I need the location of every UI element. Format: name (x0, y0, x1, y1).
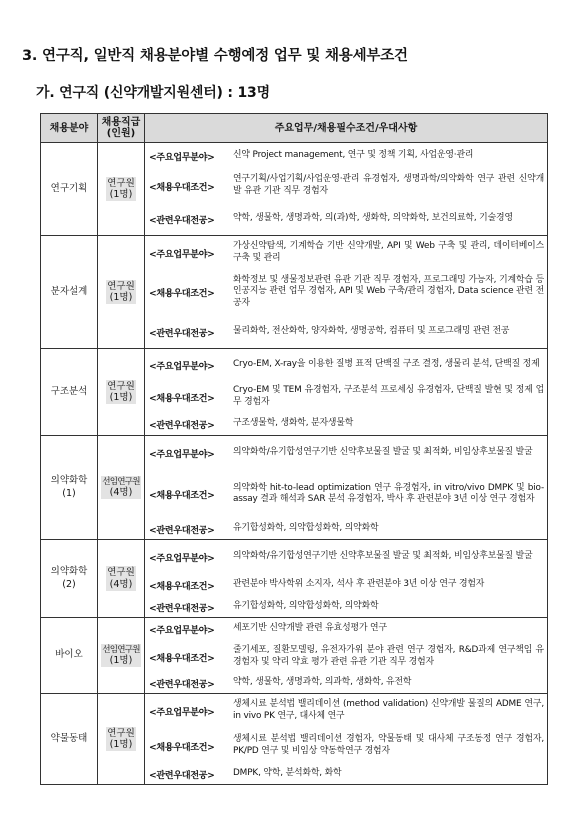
rank-badge (106, 566, 136, 591)
majors-line (145, 673, 547, 693)
conditions-label: <채용우대조건> (149, 490, 215, 501)
table-row (41, 618, 548, 694)
rank-badge (106, 380, 136, 405)
header-rank (98, 114, 145, 143)
recruitment-table (40, 113, 548, 785)
rank-title: 연구원 (107, 177, 135, 189)
rank-count: (4명) (109, 486, 133, 498)
table-row (41, 436, 548, 540)
table-header-row (41, 114, 548, 143)
table-row (41, 349, 548, 436)
field-number: (1) (62, 487, 76, 499)
rank-badge (101, 476, 141, 500)
duties-line (145, 540, 547, 573)
rank-cell (98, 540, 145, 618)
conditions-line (145, 169, 547, 202)
duties-line (145, 436, 547, 469)
field-cell (41, 618, 98, 694)
majors-text: 구조생물학, 생화학, 분자생물학 (233, 418, 354, 429)
field-number: (2) (62, 578, 76, 590)
duties-line (145, 349, 547, 380)
duties-label: <주요업무분야> (149, 248, 215, 260)
duties-label: <주요업무분야> (149, 152, 215, 163)
duties-text: 가상신약탐색, 기계학습 기반 신약개발, API 및 Web 구축 및 관리, 데이터베이스 구축 및 관리 (233, 241, 544, 263)
majors-text: 유기합성화학, 의약합성화학, 의약화학 (233, 601, 379, 612)
majors-line (145, 202, 547, 235)
duties-line (145, 618, 547, 640)
conditions-line (145, 380, 547, 413)
rank-cell (98, 436, 145, 540)
conditions-text: 줄기세포, 질환모델링, 유전자가위 분야 관련 연구 경험자, R&D과제 연구책임 유경험자 및 약리 약효 평가 관련 유관 기관 직무 경험자 (233, 645, 544, 667)
rank-cell (98, 236, 145, 349)
majors-line (145, 597, 547, 617)
conditions-text: 연구기획/사업기획/사업운영·관리 유경험자, 생명과학/의약화학 연구 관련 신약개발 유관 기관 직무 경험자 (233, 174, 544, 196)
subsection-heading: 가. 연구직 (신약개발지원센터) : 13명 (36, 85, 270, 101)
duties-label: <주요업무분야> (149, 360, 215, 372)
duties-line (145, 694, 547, 727)
detail-cell (145, 143, 548, 236)
table-row (41, 694, 548, 785)
field-cell (41, 349, 98, 436)
duties-text: 의약화학/유기합성연구기반 신약후보물질 발굴 및 최적화, 비임상후보물질 발굴 (233, 446, 533, 457)
rank-title: 선임연구원 (102, 644, 140, 655)
duties-line (145, 236, 547, 269)
majors-label: <관련우대전공> (149, 603, 215, 614)
conditions-line (145, 573, 547, 597)
rank-cell (98, 694, 145, 785)
conditions-label: <채용우대조건> (149, 581, 215, 592)
majors-label: <관련우대전공> (149, 525, 215, 536)
rank-count: (4명) (109, 578, 133, 590)
rank-cell (98, 143, 145, 236)
rank-cell (98, 618, 145, 694)
duties-line (145, 143, 547, 169)
majors-label: <관련우대전공> (149, 420, 215, 431)
duties-text: 생체시료 분석법 밸리데이션 (method validation) 신약개발 물질의 ADME 연구, in vivo PK 연구, 대사체 연구 (233, 699, 544, 721)
rank-title: 연구원 (107, 380, 135, 392)
majors-line (145, 315, 547, 348)
duties-label: <주요업무분야> (149, 448, 215, 460)
section-heading: 3. 연구직, 일반직 채용분야별 수행예정 업무 및 채용세부조건 (22, 48, 408, 64)
detail-cell (145, 540, 548, 618)
rank-count: (1명) (109, 392, 133, 403)
rank-badge (106, 280, 136, 305)
rank-badge (101, 644, 141, 668)
rank-title: 연구원 (107, 567, 135, 579)
detail-cell (145, 236, 548, 349)
conditions-label: <채용우대조건> (149, 741, 215, 753)
field-cell (41, 540, 98, 618)
detail-cell (145, 436, 548, 540)
conditions-line (145, 269, 547, 315)
field-name: 연구기획 (50, 182, 88, 194)
conditions-text: 화학정보 및 생물정보관련 유관 기관 직무 경험자, 프로그래밍 가능자, 기계학습 등 인공지능 관련 업무 경험자, API 및 Web 구축/관리 경험자, Data science 관련 전공자 (233, 275, 544, 308)
majors-line (145, 764, 547, 784)
field-cell (41, 143, 98, 236)
conditions-text: 의약화학 hit-to-lead optimization 연구 유경험자, in vitro/vivo DMPK 및 bio-assay 결과 해석과 SAR 분석 유경험자, 박사 후 관련분야 3년 이상 연구 경험자 (233, 482, 544, 504)
header-duties: 주요업무/채용필수조건/우대사항 (145, 114, 548, 143)
duties-label: <주요업무분야> (149, 706, 215, 718)
duties-label: <주요업무분야> (149, 625, 215, 636)
table-row (41, 540, 548, 618)
duties-label: <주요업무분야> (149, 552, 215, 564)
field-cell (41, 694, 98, 785)
field-name: 분자설계 (50, 285, 88, 297)
duties-text: 의약화학/유기합성연구기반 신약후보물질 발굴 및 최적화, 비임상후보물질 발굴 (233, 550, 533, 561)
rank-badge (106, 177, 136, 202)
conditions-label: <채용우대조건> (149, 288, 215, 299)
rank-title: 선임연구원 (102, 476, 140, 487)
table-row (41, 143, 548, 236)
majors-line (145, 519, 547, 539)
conditions-label: <채용우대조건> (149, 181, 215, 193)
field-cell (41, 236, 98, 349)
conditions-text: 관련분야 박사학위 소지자, 석사 후 관련분야 3년 이상 연구 경험자 (233, 579, 485, 590)
conditions-line (145, 727, 547, 764)
field-name: 의약화학 (50, 566, 88, 578)
conditions-line (145, 469, 547, 519)
rank-cell (98, 349, 145, 436)
duties-text: 신약 Project management, 연구 및 정책 기획, 사업운영·관리 (233, 150, 474, 161)
duties-text: Cryo-EM, X-ray을 이용한 질병 표적 단백질 구조 결정, 생물리 분석, 단백질 정제 (233, 358, 540, 369)
field-cell (41, 436, 98, 540)
rank-count: (1명) (109, 292, 133, 303)
conditions-label: <채용우대조건> (149, 652, 215, 664)
duties-text: 세포기반 신약개발 관련 유효성평가 연구 (233, 623, 387, 634)
rank-badge (106, 727, 136, 752)
field-name: 의약화학 (50, 475, 88, 487)
field-name: 약물동태 (50, 732, 88, 744)
table-row (41, 236, 548, 349)
conditions-text: 생체시료 분석법 밸리데이션 경험자, 약물동태 및 대사체 구조동정 연구 경험자, PK/PD 연구 및 비임상 약동학연구 경험자 (233, 734, 544, 756)
majors-text: 유기합성화학, 의약합성화학, 의약화학 (233, 523, 379, 534)
conditions-line (145, 640, 547, 673)
detail-cell (145, 694, 548, 785)
majors-label: <관련우대전공> (149, 214, 215, 226)
majors-text: DMPK, 약학, 분석화학, 화학 (233, 768, 342, 779)
rank-title: 연구원 (107, 727, 135, 739)
majors-text: 약학, 생물학, 생명과학, 의(과)학, 생화학, 의약화학, 보건의료학, 기술경영 (233, 212, 513, 223)
majors-text: 물리화학, 전산화학, 양자화학, 생명공학, 컴퓨터 및 프로그래밍 관련 전공 (233, 325, 510, 336)
majors-text: 약학, 생물학, 생명과학, 의과학, 생화학, 유전학 (233, 677, 412, 688)
majors-label: <관련우대전공> (149, 679, 215, 690)
majors-label: <관련우대전공> (149, 327, 215, 339)
conditions-label: <채용우대조건> (149, 392, 215, 404)
conditions-text: Cryo-EM 및 TEM 유경험자, 구조분석 프로세싱 유경험자, 단백질 발현 및 정제 업무 경험자 (233, 385, 544, 407)
rank-count: (1명) (109, 739, 133, 750)
detail-cell (145, 349, 548, 436)
detail-cell (145, 618, 548, 694)
rank-count: (1명) (109, 654, 133, 666)
rank-title: 연구원 (107, 280, 135, 292)
field-name: 구조분석 (50, 385, 88, 397)
header-rank-text: 채용직급 (인원) (101, 117, 141, 139)
rank-count: (1명) (109, 189, 133, 200)
field-name: 바이오 (55, 649, 83, 661)
header-field: 채용분야 (41, 114, 98, 143)
majors-line (145, 413, 547, 435)
majors-label: <관련우대전공> (149, 770, 215, 781)
